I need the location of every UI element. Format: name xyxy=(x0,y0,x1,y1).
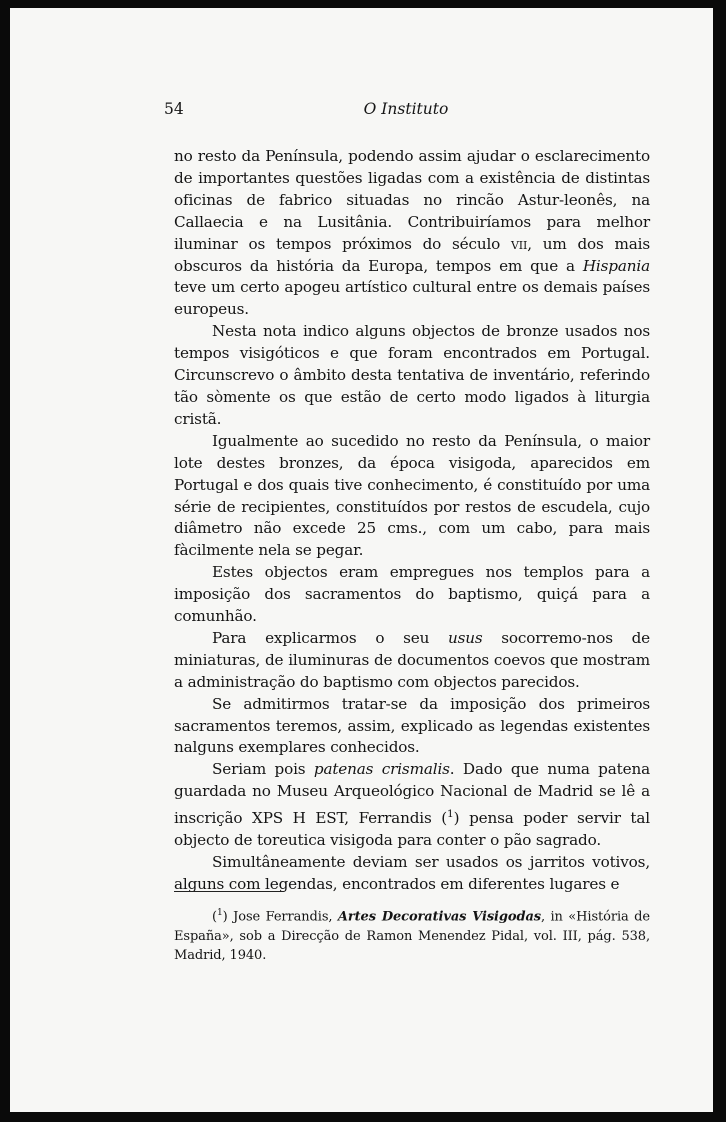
paragraph: no resto da Península, podendo assim ajudar o esclarecimento de importantes questões ligadas com a existência de distintas oficinas de fabrico situadas no rincão Astur-leonês, na Callaecia e na Lusitânia. Contribuiríamos para melhor iluminar os tempos próximos do século vii, um dos mais obscuros da história da Europa, tempos em que a Hispania teve um certo apogeu artístico cultural entre os demais países europeus. xyxy=(174,147,651,319)
paragraph: Igualmente ao sucedido no resto da Península, o maior lote destes bronzes, da época visigoda, aparecidos em Portugal e dos quais tive conhecimento, é constituído por uma série de recipientes, constituídos por restos de escudela, cujo diâmetro não excede 25 cms., com um cabo, para mais fàcilmente nela se pegar. xyxy=(174,431,650,560)
body-text xyxy=(174,146,650,896)
footnote-reference: 1 xyxy=(447,807,454,821)
paragraph: Estes objectos eram empregues nos templos para a imposição dos sacramentos do baptismo, quiçá para a comunhão. xyxy=(174,563,650,626)
paragraph: Simultâneamente deviam ser usados os jarritos votivos, alguns com legendas, encontrados em diferentes lugares e xyxy=(174,853,650,893)
footnote-marker: 1 xyxy=(216,908,223,918)
paragraph: Se admitirmos tratar-se da imposição dos primeiros sacramentos teremos, assim, explicado as legendas existentes nalguns exemplares conhecidos. xyxy=(174,694,650,757)
page-header xyxy=(164,100,648,120)
document-page xyxy=(10,8,713,1112)
page-number: 54 xyxy=(164,100,184,118)
footnote-divider xyxy=(174,891,284,892)
footnote: ($^1$) Jose Ferrandis, Artes Decorativas Visigodas, in «História de España», sob a Direcção de Ramon Menendez Pidal, vol. III, pág. 538, Madrid, 1940. xyxy=(174,908,650,964)
paragraph: Seriam pois patenas crismalis. Dado que numa patena guardada no Museu Arqueológico Nacional de Madrid se lê a inscrição XPS H EST, Ferrandis ($^1$) pensa poder servir tal objecto de toreutica visigoda para conter o pão sagrado. xyxy=(174,760,650,850)
paragraph: Nesta nota indico alguns objectos de bronze usados nos tempos visigóticos e que foram encontrados em Portugal. Circunscrevo o âmbito desta tentativa de inventário, referindo tão sòmente os que estão de certo modo ligados à liturgia cristã. xyxy=(174,322,650,428)
paragraph: Para explicarmos o seu usus socorremo-nos de miniaturas, de iluminuras de documentos coevos que mostram a administração do baptismo com objectos parecidos. xyxy=(174,628,651,691)
running-title: O Instituto xyxy=(363,100,449,118)
